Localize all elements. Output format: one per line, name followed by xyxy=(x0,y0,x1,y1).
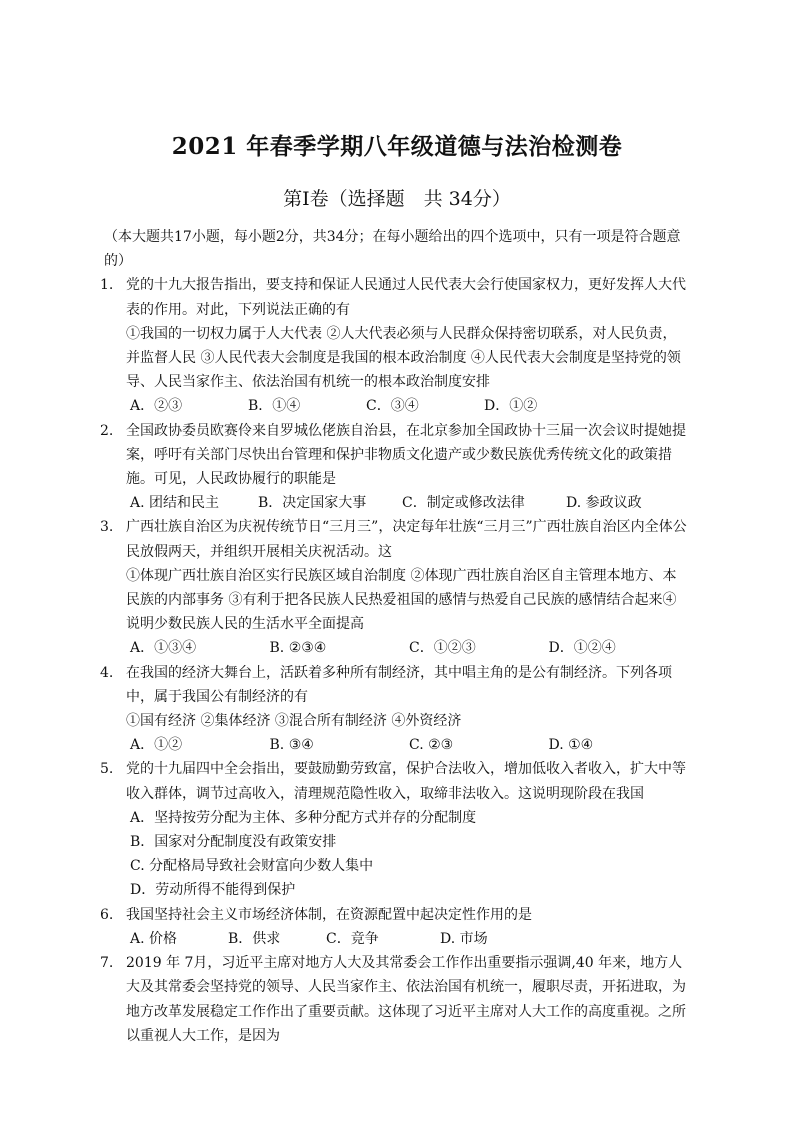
question-stem: 我国坚持社会主义市场经济体制，在资源配置中起决定性作用的是 xyxy=(126,906,532,923)
option-a[interactable]: A．①② xyxy=(130,737,183,754)
question-stem: 广西壮族自治区为庆祝传统节日“三月三”，决定每年壮族“三月三”广西壮族自治区内全体公民放假两天，并组织开展相关庆祝活动。这 xyxy=(126,519,687,560)
question-number: 3. xyxy=(100,519,114,536)
question-number: 1. xyxy=(100,277,114,294)
question-number: 5. xyxy=(100,761,114,778)
option-b[interactable]: B．决定国家大事 xyxy=(258,495,367,512)
question-4 xyxy=(100,661,688,758)
option-c[interactable]: C. 分配格局导致社会财富向少数人集中 xyxy=(130,858,374,875)
section-subtitle: 第Ⅰ卷（选择题 共 34分） xyxy=(283,188,511,210)
option-d[interactable]: D．劳动所得不能得到保护 xyxy=(130,882,296,899)
option-d[interactable]: D．①② xyxy=(484,398,538,415)
section-instructions: （本大题共17小题，每小题2分，共34分；在每小题给出的四个选项中，只有一项是符合题意的） xyxy=(104,229,681,270)
option-a[interactable]: A. 团结和民主 xyxy=(130,495,220,512)
question-number: 4. xyxy=(100,664,114,681)
option-c[interactable]: C．③④ xyxy=(366,398,419,415)
question-number: 2. xyxy=(100,422,114,439)
question-number: 6. xyxy=(100,906,114,923)
question-stem: 在我国的经济大舞台上，活跃着多种所有制经济，其中唱主角的是公有制经济。下列各项中，属于我国公有制经济的有 xyxy=(126,664,672,705)
option-a[interactable]: A. 价格 xyxy=(130,930,178,947)
question-3 xyxy=(100,515,688,660)
question-statements: ①我国的一切权力属于人大代表 ②人大代表必须与人民群众保持密切联系，对人民负责，并监督人民 ③人民代表大会制度是我国的根本政治制度 ④人民代表大会制度是坚持党的领导、人民当家作主、依法治国有机统一的根本政治制度安排 xyxy=(126,325,681,391)
question-number: 7. xyxy=(100,955,114,972)
question-stem: 党的十九大报告指出，要支持和保证人民通过人民代表大会行使国家权力，更好发挥人大代表的作用。对此，下列说法正确的有 xyxy=(126,277,686,318)
question-6 xyxy=(100,903,688,951)
option-d[interactable]: D. 参政议政 xyxy=(566,495,642,512)
option-b[interactable]: B．供求 xyxy=(228,930,281,947)
option-c[interactable]: C. ②③ xyxy=(409,737,454,754)
question-2 xyxy=(100,419,688,516)
option-b[interactable]: B. ②③④ xyxy=(269,640,327,657)
question-statements: ①国有经济 ②集体经济 ③混合所有制经济 ④外资经济 xyxy=(126,713,462,730)
option-d[interactable]: D. ①④ xyxy=(548,737,594,754)
option-d[interactable]: D. 市场 xyxy=(440,930,488,947)
option-a[interactable]: A．①③④ xyxy=(130,640,197,657)
option-d[interactable]: D．①②④ xyxy=(548,640,616,657)
option-b[interactable]: B．国家对分配制度没有政策安排 xyxy=(130,834,337,851)
options-list xyxy=(126,806,688,903)
question-7 xyxy=(100,951,688,1048)
question-area xyxy=(100,225,688,1048)
option-c[interactable]: C．制定或修改法律 xyxy=(402,495,525,512)
options-row xyxy=(126,394,688,418)
options-row xyxy=(126,491,688,515)
exam-title: 2021 年春季学期八年级道德与法治检测卷 xyxy=(171,133,623,160)
question-stem: 党的十九届四中全会指出，要鼓励勤劳致富，保护合法收入，增加低收入者收入，扩大中等收入群体，调节过高收入，清理规范隐性收入，取缔非法收入。这说明现阶段在我国 xyxy=(126,761,686,802)
options-row xyxy=(126,636,688,660)
option-c[interactable]: C．①②③ xyxy=(409,640,476,657)
question-statements: ①体现广西壮族自治区实行民族区域自治制度 ②体现广西壮族自治区自主管理本地方、本民族的内部事务 ③有利于把各民族人民热爱祖国的感情与热爱自己民族的感情结合起来④说明少数民族人民的生活水平全面提高 xyxy=(126,567,677,633)
question-5 xyxy=(100,757,688,902)
option-c[interactable]: C．竞争 xyxy=(326,930,379,947)
question-stem: 全国政协委员欧赛伶来自罗城仫佬族自治县，在北京参加全国政协十三届一次会议时提她提案，呼吁有关部门尽快出台管理和保护非物质文化遗产或少数民族优秀传统文化的政策措施。可见，人民政协履行的职能是 xyxy=(126,422,686,488)
question-1 xyxy=(100,273,688,418)
option-b[interactable]: B．①④ xyxy=(248,398,301,415)
options-row xyxy=(126,733,688,757)
option-a[interactable]: A．②③ xyxy=(130,398,183,415)
option-a[interactable]: A．坚持按劳分配为主体、多种分配方式并存的分配制度 xyxy=(130,809,477,826)
options-row xyxy=(126,927,688,951)
option-b[interactable]: B. ③④ xyxy=(269,737,314,754)
question-stem: 2019 年 7月，习近平主席对地方人大及其常委会工作作出重要指示强调,40 年来，地方人大及其常委会坚持党的领导、人民当家作主、依法治国有机统一，履职尽责，开拓进取，为地方改革发展稳定工作作出了重要贡献。这体现了习近平主席对人大工作的高度重视。之所以重视人大工作，是因为 xyxy=(126,955,686,1044)
